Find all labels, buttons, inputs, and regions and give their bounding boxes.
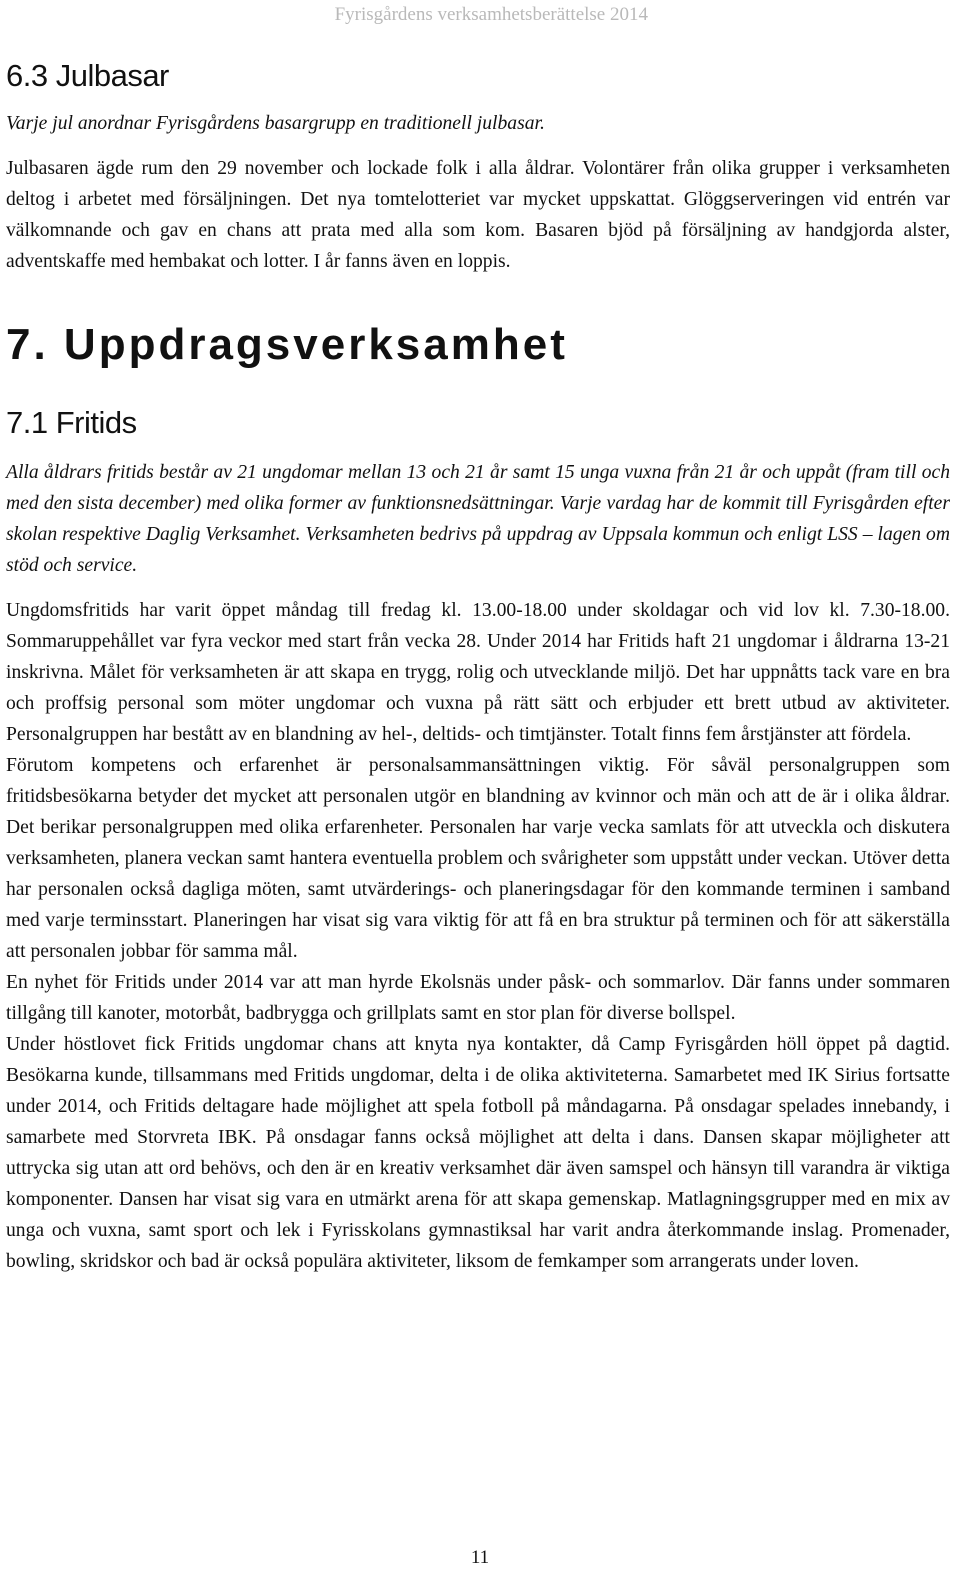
body-paragraph: Under höstlovet fick Fritids ungdomar chans att knyta nya kontakter, då Camp Fyrisgården höll öppet på dagtid. Besökarna kunde, tillsammans med Fritids ungdomar, delta i de olika aktiviteterna. Samarbetet med IK Sirius fortsatte under 2014, och Fritids deltagare hade möjlighet att spela fotboll på måndagarna. På onsdagar spelades innebandy, i samarbete med Storvreta IBK. På onsdagar fanns också möjlighet att delta i dans. Dansen skapar möjligheter att uttrycka sig utan att ord behövs, och den är en kreativ verksamhet där även samspel och hänsyn till varandra är viktiga komponenter. Dansen har visat sig vara en utmärkt arena för att skapa gemenskap. Matlagningsgrupper med en mix av unga och vuxna, samt sport och lek i Fyrisskolans gymnastiksal har varit andra återkommande inslag. Promenader, bowling, skridskor och bad är också populära aktiviteter, liksom de femkamper som arrangerats under loven.: [6, 1034, 950, 1272]
body-paragraph-julbasar: Julbasaren ägde rum den 29 november och lockade folk i alla åldrar. Volontärer från olika grupper i verksamheten deltog i arbetet med försäljningen. Det nya tomtelotteriet var mycket uppskattat. Glöggserveringen vid entrén var välkomnande och gav en chans att prata med alla som kom. Basaren bjöd på försäljning av handgjorda alster, adventskaffe med hembakat och lotter. I år fanns även en loppis.: [6, 158, 950, 272]
section-heading-fritids: 7.1 Fritids: [6, 405, 137, 440]
page-content: [6, 56, 950, 1277]
section-lead-julbasar: Varje jul anordnar Fyrisgårdens basargrupp en traditionell julbasar.: [6, 113, 545, 134]
section-heading-julbasar: 6.3 Julbasar: [6, 58, 169, 93]
body-paragraph: Förutom kompetens och erfarenhet är personalsammansättningen viktig. För såväl personalgruppen som fritidsbesökarna betyder det mycket att personalen utgör en blandning av kvinnor och män och att de är i olika åldrar. Det berikar personalgruppen med olika erfarenheter. Personalen har varje vecka samlats för att utveckla och diskutera verksamheten, planera veckan samt hantera eventuella problem och svårigheter som uppstått under veckan. Utöver detta har personalen också dagliga möten, samt utvärderings- och planeringsdagar för den kommande terminen i samband med varje terminsstart. Planeringen har visat sig vara viktig för att få en bra struktur på terminen och för att säkerställa att personalen jobbar för samma mål.: [6, 755, 950, 962]
chapter-heading-uppdragsverksamhet: 7. Uppdragsverksamhet: [6, 320, 568, 369]
running-header: Fyrisgårdens verksamhetsberättelse 2014: [334, 4, 648, 25]
page-number: 11: [470, 1547, 490, 1568]
body-paragraph: Ungdomsfritids har varit öppet måndag till fredag kl. 13.00-18.00 under skoldagar och vid lov kl. 7.30-18.00. Sommaruppehållet var fyra veckor med start från vecka 28. Under 2014 har Fritids haft 21 ungdomar i åldrarna 13-21 inskrivna. Målet för verksamheten är att skapa en trygg, rolig och utvecklande miljö. Det har uppnåtts tack vare en bra och proffsig personal som möter ungdomar och vuxna på rätt sätt och erbjuder ett brett utbud av aktiviteter. Personalgruppen har bestått av en blandning av hel-, deltids- och timtjänster. Totalt finns fem årstjänster att fördela.: [6, 600, 950, 745]
section-lead-fritids: Alla åldrars fritids består av 21 ungdomar mellan 13 och 21 år samt 15 unga vuxna från 21 år och uppåt (fram till och med den sista december) med olika former av funktionsnedsättningar. Varje vardag har de kommit till Fyrisgården efter skolan respektive Daglig Verksamhet. Verksamheten bedrivs på uppdrag av Uppsala kommun och enligt LSS – lagen om stöd och service.: [6, 462, 950, 576]
body-paragraph: En nyhet för Fritids under 2014 var att man hyrde Ekolsnäs under påsk- och sommarlov. Där fanns under sommaren tillgång till kanoter, motorbåt, badbrygga och grillplats samt en stor plan för diverse bollspel.: [6, 972, 950, 1024]
